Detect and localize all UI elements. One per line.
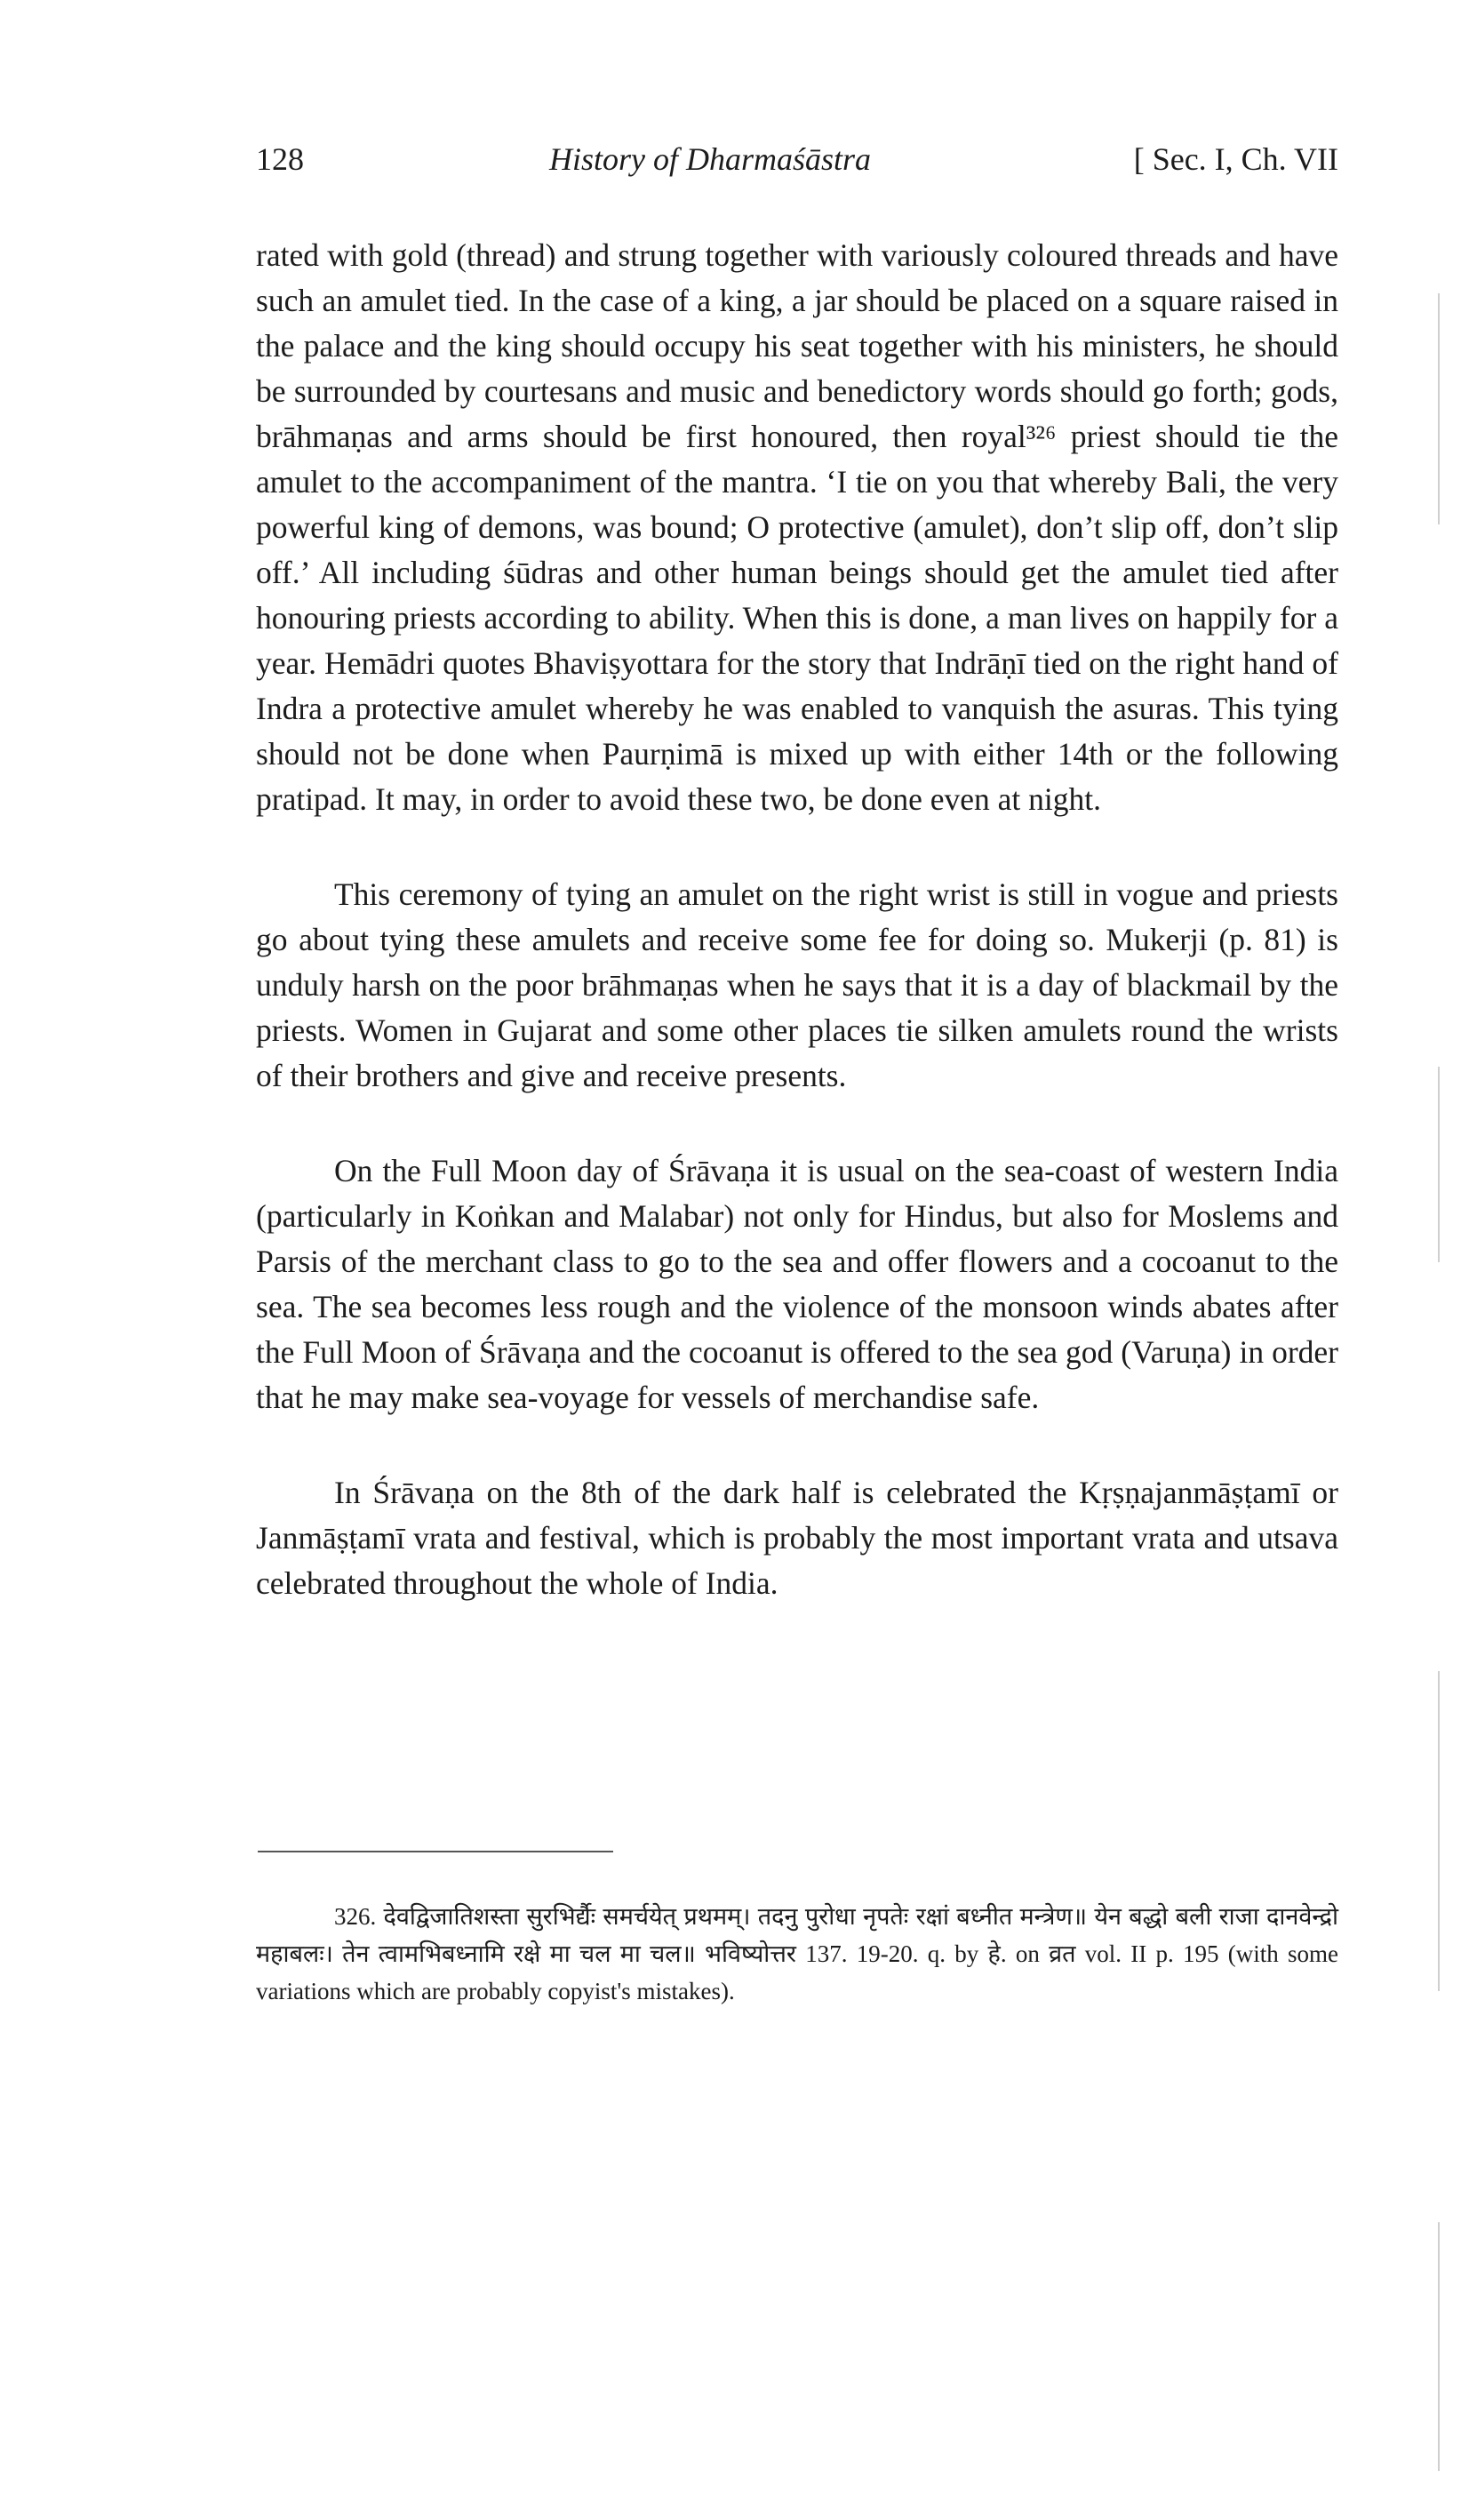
body-text [256,233,1338,1606]
scan-edge-line [1438,1671,1440,1991]
scan-edge-line [1438,1067,1440,1262]
paragraph-janmashtami: In Śrāvaṇa on the 8th of the dark half is celebrated the Kṛṣṇajanmāṣṭamī or Janmāṣṭamī vrata and festival, which is probably the most important vrata and utsava celebrated throughout the whole of India. [256,1475,1338,1601]
footnote-326: 326. देवद्विजातिशस्ता सुरभिर्द्यैः समर्चयेत् प्रथमम्। तदनु पुरोधा नृपतेः रक्षां बध्नीत मन्त्रेण॥ येन बद्धो बली राजा दानवेन्द्रो महाबलः। तेन त्वामभिबध्नामि रक्षे मा चल मा चल॥ भविष्योत्तर 137. 19-20. q. by हे. on व्रत vol. II p. 195 (with some variations which are probably copyist's mistakes). [256,1903,1338,2004]
paragraph-full-moon-sea: On the Full Moon day of Śrāvaṇa it is usual on the sea-coast of western India (particularly in Koṅkan and Malabar) not only for Hindus, but also for Moslems and Parsis of the merchant class to go to the sea and offer flowers and a cocoanut to the sea. The sea becomes less rough and the violence of the monsoon winds abates after the Full Moon of Śrāvaṇa and the cocoanut is offered to the sea god (Varuṇa) in order that he may make sea-voyage for vessels of merchandise safe. [256,1153,1338,1415]
section-reference: [ Sec. I, Ch. VII [1133,141,1338,177]
book-title: History of Dharmaśāstra [549,141,872,177]
scan-edge-line [1438,293,1440,524]
running-head [256,140,1338,185]
paragraph-amulet-vogue: This ceremony of tying an amulet on the right wrist is still in vogue and priests go about tying these amulets and receive some fee for doing so. Mukerji (p. 81) is unduly harsh on the poor brāhmaṇas when he says that it is a day of blackmail by the priests. Women in Gujarat and some other places tie silken amulets round the wrists of their brothers and give and receive presents. [256,876,1338,1093]
scan-edge-line [1438,2222,1440,2471]
page-number: 128 [256,141,304,177]
footnote-divider [258,1851,613,1852]
paragraph-amulet-ceremony: rated with gold (thread) and strung together with variously coloured threads and have such an amulet tied. In the case of a king, a jar should be placed on a square raised in the palace and the king should occupy his seat together with his ministers, he should be surrounded by courtesans and music and benedictory words should go forth; gods, brāhmaṇas and arms should be first honoured, then royal³²⁶ priest should tie the amulet to the accompaniment of the mantra. ‘I tie on you that whereby Bali, the very powerful king of demons, was bound; O protective (amulet), don’t slip off, don’t slip off.’ All including śūdras and other human beings should get the amulet tied after honouring priests according to ability. When this is done, a man lives on happily for a year. Hemādri quotes Bhaviṣyottara for the story that Indrāṇī tied on the right hand of Indra a protective amulet whereby he was enabled to vanquish the asuras. This tying should not be done when Paurṇimā is mixed up with either 14th or the following pratipad. It may, in order to avoid these two, be done even at night. [256,237,1338,817]
